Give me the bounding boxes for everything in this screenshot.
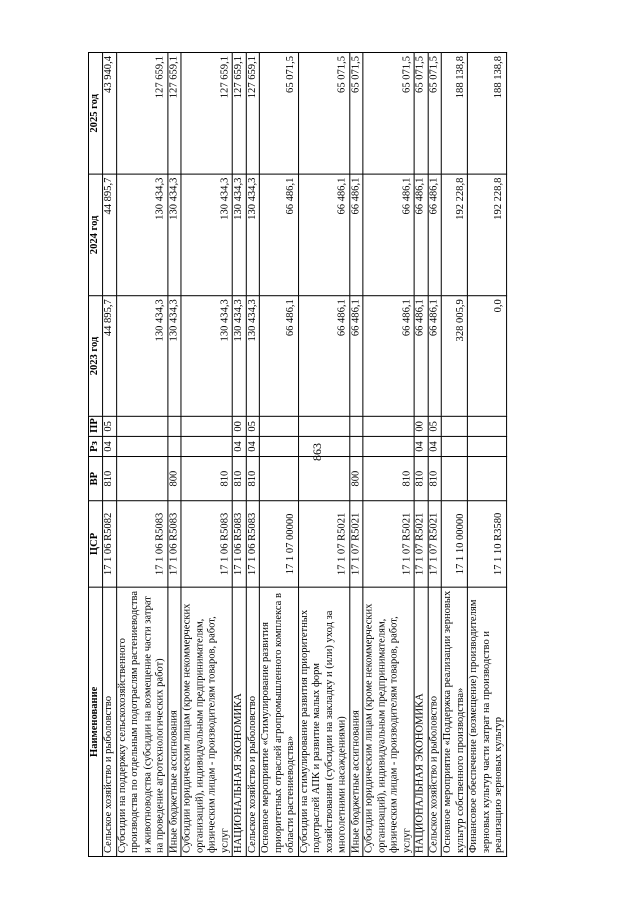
row-rz-cell — [181, 436, 232, 456]
table-row — [259, 53, 298, 857]
row-name-cell: Субсидии на поддержку сельскохозяйственного производства по отдельным подотраслям растениеводства и животноводства (субсидии на возмещение части затрат на проведение агротехнологических работ) — [116, 587, 167, 856]
row-vr-cell — [259, 457, 298, 501]
row-2025-cell: 65 071,5 — [259, 53, 298, 175]
row-vr-cell: 810 — [363, 457, 414, 501]
row-2025-cell: 65 071,5 — [298, 53, 349, 175]
row-2024-cell: 66 486,1 — [363, 174, 414, 296]
row-csr-cell: 17 1 06 R5083 — [232, 501, 246, 587]
row-pr-cell: 00 — [414, 416, 428, 436]
table-row — [441, 53, 467, 857]
row-rz-cell: 04 — [103, 436, 117, 456]
header-2023: 2023 год — [89, 296, 103, 417]
row-rz-cell — [441, 436, 467, 456]
row-2025-cell: 127 659,1 — [116, 53, 167, 175]
table-row — [103, 53, 117, 857]
row-2024-cell: 130 434,3 — [116, 174, 167, 296]
row-rz-cell: 04 — [428, 436, 442, 456]
row-2024-cell: 44 895,7 — [103, 174, 117, 296]
row-csr-cell: 17 1 06 R5083 — [181, 501, 232, 587]
row-2024-cell: 130 434,3 — [246, 174, 260, 296]
row-vr-cell — [467, 457, 506, 501]
row-pr-cell: 05 — [103, 416, 117, 436]
row-csr-cell: 17 1 06 R5083 — [167, 501, 181, 587]
table-row — [349, 53, 363, 857]
row-2023-cell: 66 486,1 — [349, 296, 363, 417]
row-name-cell: Сельское хозяйство и рыболовство — [428, 587, 442, 856]
row-pr-cell — [181, 416, 232, 436]
row-pr-cell — [116, 416, 167, 436]
row-2023-cell: 328 005,9 — [441, 296, 467, 417]
table-row — [428, 53, 442, 857]
row-2023-cell: 66 486,1 — [298, 296, 349, 417]
row-rz-cell: 04 — [246, 436, 260, 456]
row-2025-cell: 65 071,5 — [428, 53, 442, 175]
table-frame — [88, 52, 507, 857]
row-csr-cell: 17 1 10 R3580 — [467, 501, 506, 587]
row-2023-cell: 130 434,3 — [246, 296, 260, 417]
table-header-row — [89, 53, 103, 857]
row-name-cell: НАЦИОНАЛЬНАЯ ЭКОНОМИКА — [414, 587, 428, 856]
row-2024-cell: 130 434,3 — [232, 174, 246, 296]
row-vr-cell — [116, 457, 167, 501]
row-csr-cell: 17 1 07 R5021 — [349, 501, 363, 587]
row-name-cell: НАЦИОНАЛЬНАЯ ЭКОНОМИКА — [232, 587, 246, 856]
row-2024-cell: 66 486,1 — [414, 174, 428, 296]
table-row — [298, 53, 349, 857]
table-row — [116, 53, 167, 857]
row-2025-cell: 127 659,1 — [232, 53, 246, 175]
table-row — [167, 53, 181, 857]
row-2025-cell: 65 071,5 — [414, 53, 428, 175]
row-rz-cell — [349, 436, 363, 456]
row-csr-cell: 17 1 07 R5021 — [298, 501, 349, 587]
table-row — [414, 53, 428, 857]
row-2025-cell: 188 138,8 — [467, 53, 506, 175]
header-pr: ПР — [89, 416, 103, 436]
row-2023-cell: 66 486,1 — [259, 296, 298, 417]
row-2024-cell: 130 434,3 — [167, 174, 181, 296]
row-vr-cell: 810 — [103, 457, 117, 501]
row-vr-cell: 810 — [414, 457, 428, 501]
row-vr-cell: 800 — [167, 457, 181, 501]
row-2025-cell: 65 071,5 — [363, 53, 414, 175]
row-rz-cell — [298, 436, 349, 456]
row-csr-cell: 17 1 07 R5021 — [428, 501, 442, 587]
row-2023-cell: 130 434,3 — [232, 296, 246, 417]
row-name-cell: Основное мероприятие «Стимулирование развития приоритетных отраслей агропромышленного комплекса в области растениеводства» — [259, 587, 298, 856]
row-csr-cell: 17 1 07 R5021 — [414, 501, 428, 587]
row-name-cell: Иные бюджетные ассигнования — [167, 587, 181, 856]
row-vr-cell — [441, 457, 467, 501]
row-name-cell: Субсидии юридическим лицам (кроме некоммерческих организаций), индивидуальным предпринимателям, физическим лицам - производителям товаров, работ, услуг — [363, 587, 414, 856]
row-rz-cell — [259, 436, 298, 456]
row-2023-cell: 130 434,3 — [167, 296, 181, 417]
table-row — [181, 53, 232, 857]
row-2025-cell: 188 138,8 — [441, 53, 467, 175]
row-rz-cell — [363, 436, 414, 456]
row-vr-cell: 810 — [232, 457, 246, 501]
row-csr-cell: 17 1 07 00000 — [259, 501, 298, 587]
row-csr-cell: 17 1 06 R5083 — [116, 501, 167, 587]
row-rz-cell: 04 — [232, 436, 246, 456]
table-row — [363, 53, 414, 857]
row-2025-cell: 127 659,1 — [246, 53, 260, 175]
row-pr-cell — [349, 416, 363, 436]
row-2025-cell: 43 940,4 — [103, 53, 117, 175]
row-2024-cell: 192 228,8 — [441, 174, 467, 296]
row-pr-cell — [259, 416, 298, 436]
row-2025-cell: 65 071,5 — [349, 53, 363, 175]
row-name-cell: Сельское хозяйство и рыболовство — [103, 587, 117, 856]
row-2024-cell: 66 486,1 — [298, 174, 349, 296]
row-pr-cell — [467, 416, 506, 436]
row-pr-cell — [363, 416, 414, 436]
row-pr-cell — [167, 416, 181, 436]
header-2025: 2025 год — [89, 53, 103, 175]
row-vr-cell: 810 — [181, 457, 232, 501]
row-csr-cell: 17 1 07 R5021 — [363, 501, 414, 587]
row-pr-cell — [298, 416, 349, 436]
row-pr-cell — [441, 416, 467, 436]
budget-table — [88, 52, 507, 857]
row-2025-cell: 127 659,1 — [167, 53, 181, 175]
row-name-cell: Финансовое обеспечение (возмещение) производителям зерновых культур части затрат на производство и реализацию зерновых культур — [467, 587, 506, 856]
row-name-cell: Субсидии юридическим лицам (кроме некоммерческих организаций), индивидуальным предпринимателям, физическим лицам - производителям товаров, работ, услуг — [181, 587, 232, 856]
row-rz-cell: 04 — [414, 436, 428, 456]
row-csr-cell: 17 1 06 R5083 — [246, 501, 260, 587]
row-rz-cell — [167, 436, 181, 456]
row-vr-cell — [298, 457, 349, 501]
row-2023-cell: 66 486,1 — [414, 296, 428, 417]
row-2024-cell: 130 434,3 — [181, 174, 232, 296]
row-2024-cell: 66 486,1 — [428, 174, 442, 296]
row-pr-cell: 05 — [246, 416, 260, 436]
row-2023-cell: 66 486,1 — [363, 296, 414, 417]
row-vr-cell: 810 — [246, 457, 260, 501]
row-2023-cell: 130 434,3 — [181, 296, 232, 417]
row-2024-cell: 66 486,1 — [349, 174, 363, 296]
row-pr-cell: 00 — [232, 416, 246, 436]
row-csr-cell: 17 1 10 00000 — [441, 501, 467, 587]
table-row — [232, 53, 246, 857]
header-vr: ВР — [89, 457, 103, 501]
page-number: 863 — [310, 443, 324, 461]
row-name-cell: Основное мероприятие «Поддержка реализации зерновых культур собственного производства» — [441, 587, 467, 856]
row-2023-cell: 130 434,3 — [116, 296, 167, 417]
row-2023-cell: 44 895,7 — [103, 296, 117, 417]
row-vr-cell: 800 — [349, 457, 363, 501]
row-name-cell: Иные бюджетные ассигнования — [349, 587, 363, 856]
row-2023-cell: 66 486,1 — [428, 296, 442, 417]
table-row — [467, 53, 506, 857]
row-rz-cell — [116, 436, 167, 456]
row-csr-cell: 17 1 06 R5082 — [103, 501, 117, 587]
row-2024-cell: 192 228,8 — [467, 174, 506, 296]
header-csr: ЦСР — [89, 501, 103, 587]
header-name: Наименование — [89, 587, 103, 856]
row-name-cell: Субсидии на стимулирование развития приоритетных подотраслей АПК и развитие малых форм хозяйствования (субсидии на закладку и (или) уход за многолетними насаждениями) — [298, 587, 349, 856]
row-vr-cell: 810 — [428, 457, 442, 501]
row-rz-cell — [467, 436, 506, 456]
row-pr-cell: 05 — [428, 416, 442, 436]
table-body — [103, 53, 507, 857]
header-rz: Рз — [89, 436, 103, 456]
header-2024: 2024 год — [89, 174, 103, 296]
row-name-cell: Сельское хозяйство и рыболовство — [246, 587, 260, 856]
row-2024-cell: 66 486,1 — [259, 174, 298, 296]
table-row — [246, 53, 260, 857]
row-2023-cell: 0,0 — [467, 296, 506, 417]
row-2025-cell: 127 659,1 — [181, 53, 232, 175]
